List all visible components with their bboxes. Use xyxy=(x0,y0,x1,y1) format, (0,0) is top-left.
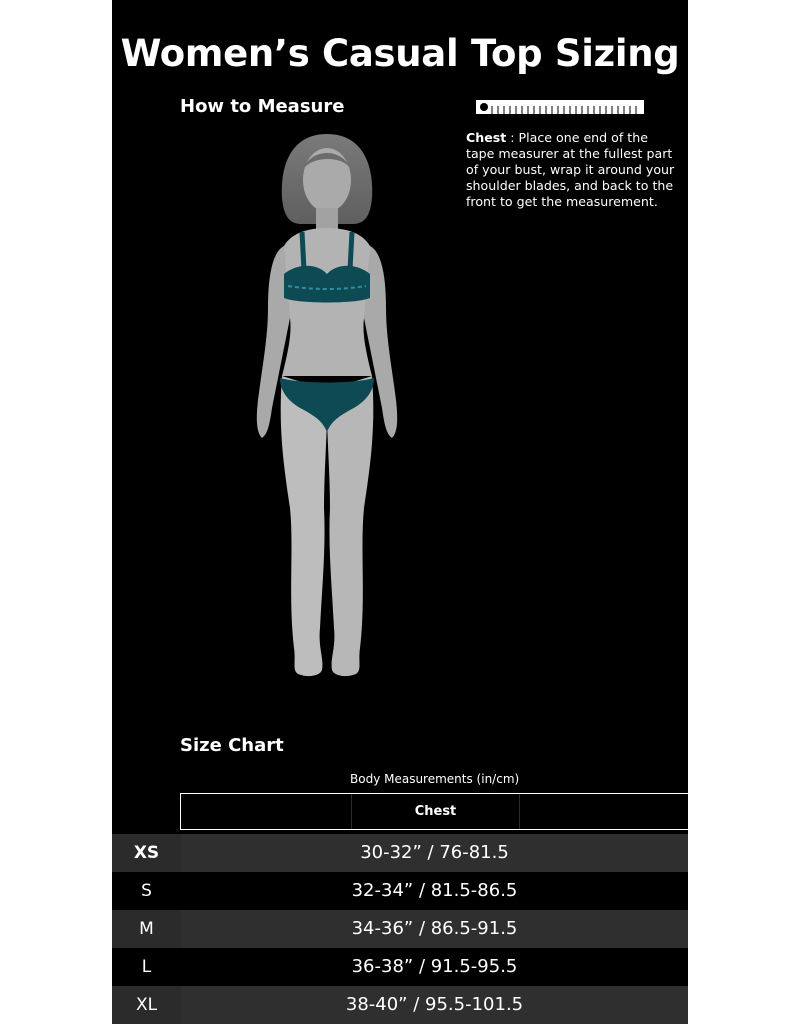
body-measurements-label: Body Measurements (in/cm) xyxy=(350,772,520,786)
chest-value-cell: 32-34” / 81.5-86.5 xyxy=(351,880,518,901)
size-cell: S xyxy=(141,881,152,901)
size-chart-header xyxy=(180,793,688,830)
table-row xyxy=(112,910,688,948)
chest-description: : Place one end of the tape measurer at the fullest part of your bust, wrap it around your shoulder blades, and back to the front to get the measurement. xyxy=(466,130,675,209)
table-row xyxy=(112,834,688,872)
chest-value-cell: 34-36” / 86.5-91.5 xyxy=(181,910,688,948)
page-title: Women’s Casual Top Sizing xyxy=(120,32,680,75)
how-to-measure-heading: How to Measure xyxy=(180,96,345,117)
chest-value-cell: 30-32” / 76-81.5 xyxy=(181,834,688,872)
body-figure-illustration xyxy=(232,128,422,680)
chest-column-header: Chest xyxy=(414,804,457,819)
chest-column-header-cell xyxy=(351,794,520,829)
size-cell: M xyxy=(112,910,181,948)
tape-measure-icon xyxy=(476,98,644,118)
table-row xyxy=(112,986,688,1024)
chest-value-cell: 36-38” / 91.5-95.5 xyxy=(351,956,518,977)
size-cell: L xyxy=(141,957,152,977)
size-chart-heading: Size Chart xyxy=(180,735,284,756)
sizing-panel xyxy=(112,0,688,1024)
table-row xyxy=(112,872,688,910)
chest-value-cell: 38-40” / 95.5-101.5 xyxy=(181,986,688,1024)
size-cell: XL xyxy=(112,986,181,1024)
table-row xyxy=(112,948,688,986)
chest-instructions xyxy=(466,130,676,210)
size-cell: XS xyxy=(112,834,181,872)
chest-label: Chest xyxy=(466,130,507,145)
